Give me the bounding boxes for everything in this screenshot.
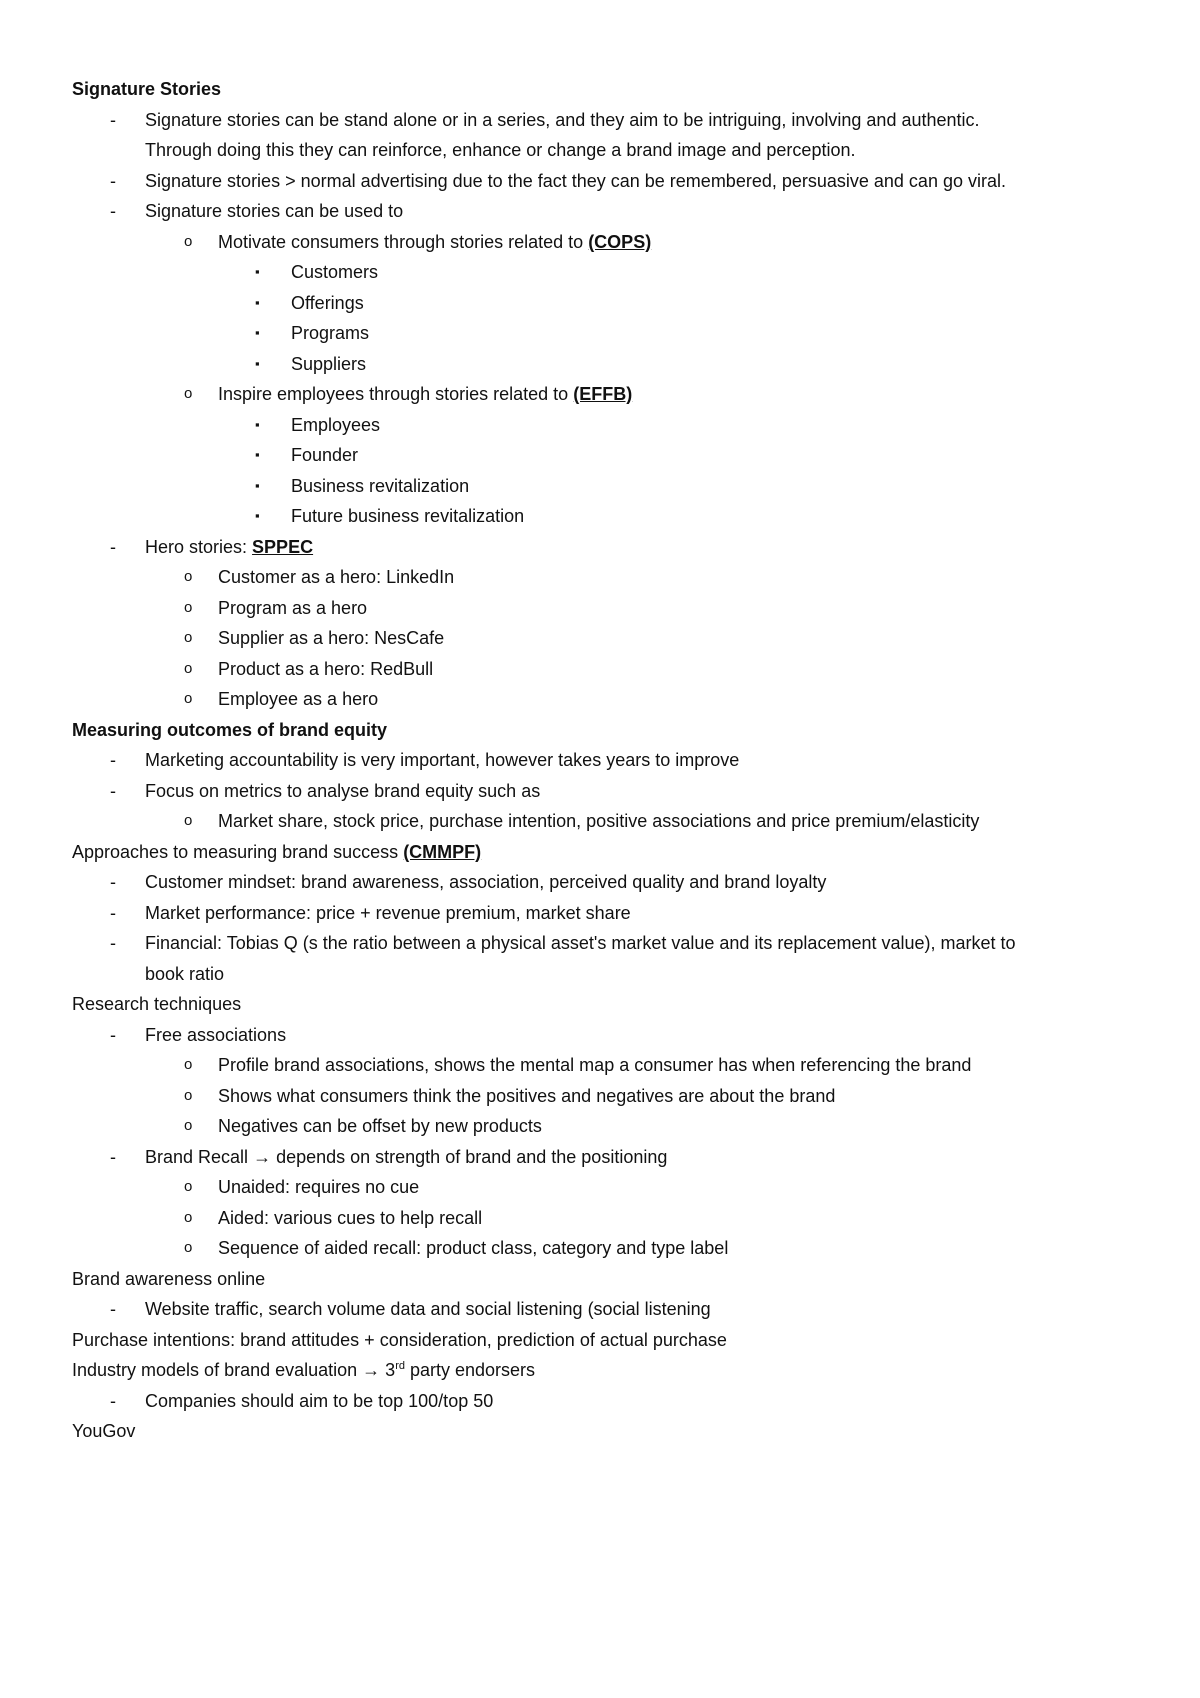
list-item-text: Employees — [291, 414, 381, 435]
dash-marker: - — [110, 109, 116, 130]
bullet-text — [145, 1142, 667, 1173]
list-item-text: Suppliers — [291, 353, 367, 374]
line-mid: 3 — [380, 1360, 396, 1380]
square-marker: ▪ — [255, 355, 260, 371]
sub-bullet-line — [0, 806, 1200, 837]
sub-bullet-line — [0, 562, 1200, 593]
sub-bullet-text: Program as a hero — [218, 597, 368, 618]
circle-marker: o — [184, 659, 193, 677]
bullet-text: Marketing accountability is very important, however takes years to improve — [145, 750, 740, 770]
sub-bullet-text: Unaided: requires no cue — [218, 1177, 420, 1197]
bullet-line — [0, 1142, 1200, 1173]
list-item — [0, 349, 1200, 380]
list-item — [0, 501, 1200, 532]
line-text — [72, 1355, 535, 1386]
circle-marker: o — [184, 385, 193, 402]
circle-marker: o — [184, 1208, 193, 1226]
list-item-text: Programs — [291, 323, 370, 343]
bullet-line — [0, 745, 1200, 776]
section-heading-research — [0, 989, 1200, 1020]
dash-marker: - — [110, 780, 116, 801]
circle-marker: o — [184, 812, 193, 829]
dash-marker: - — [110, 1024, 116, 1045]
section-heading-approaches — [0, 837, 1200, 868]
bullet-suffix: depends on strength of brand and the positioning — [271, 1146, 668, 1167]
line-text: Purchase intentions: brand attitudes + consideration, prediction of actual purchase — [72, 1329, 727, 1350]
list-item-text: Future business revitalization — [291, 506, 525, 526]
sub-bullet-text: Product as a hero: RedBull — [218, 658, 434, 679]
arrow-right-icon: → — [253, 1146, 272, 1167]
bullet-text: Signature stories can be used to — [145, 201, 404, 221]
sub-bullet-text: Customer as a hero: LinkedIn — [218, 567, 455, 587]
sub-bullet-text: Shows what consumers think the positives and negatives are about the brand — [218, 1085, 836, 1106]
acronym-effb: (EFFB) — [573, 384, 633, 404]
bullet-line — [0, 532, 1200, 563]
bullet-text: book ratio — [145, 963, 225, 984]
square-marker: ▪ — [255, 477, 260, 493]
yougov-line — [0, 1416, 1200, 1447]
acronym-cops: (COPS) — [588, 231, 652, 252]
bullet-text: Website traffic, search volume data and social listening (social listening — [145, 1299, 711, 1319]
list-item-text: Offerings — [291, 292, 364, 313]
dash-marker: - — [110, 1390, 116, 1411]
heading-prefix: Approaches to measuring brand success — [72, 841, 404, 862]
sub-bullet-line — [0, 1081, 1200, 1112]
bullet-text: Customer mindset: brand awareness, association, perceived quality and brand loyalty — [145, 872, 827, 892]
purchase-intentions-line — [0, 1325, 1200, 1356]
sub-bullet-text — [218, 379, 632, 410]
heading-text — [72, 837, 481, 868]
sub-bullet-line — [0, 1050, 1200, 1081]
sub-bullet-line — [0, 1233, 1200, 1264]
circle-marker: o — [184, 568, 193, 585]
bullet-text: Focus on metrics to analyse brand equity such as — [145, 780, 541, 801]
acronym-cmmpf: (CMMPF) — [403, 841, 482, 862]
heading-text: Measuring outcomes of brand equity — [72, 719, 388, 740]
list-item — [0, 440, 1200, 471]
bullet-text: Signature stories > normal advertising due to the fact they can be remembered, persuasive and can go viral. — [145, 170, 1006, 191]
square-marker: ▪ — [255, 325, 260, 340]
heading-text: Brand awareness online — [72, 1268, 266, 1289]
sub-bullet-text: Supplier as a hero: NesCafe — [218, 628, 445, 648]
arrow-right-icon: → — [362, 1360, 381, 1380]
circle-marker: o — [184, 1178, 193, 1195]
list-item-text: Founder — [291, 445, 359, 465]
ordinal-superscript: rd — [395, 1360, 405, 1372]
list-item — [0, 318, 1200, 349]
square-marker: ▪ — [255, 264, 260, 279]
bullet-line — [0, 928, 1200, 959]
square-marker: ▪ — [255, 508, 260, 523]
bullet-line — [0, 898, 1200, 929]
dash-marker: - — [110, 1146, 116, 1167]
sub-bullet-line — [0, 1172, 1200, 1203]
sub-bullet-text: Profile brand associations, shows the mental map a consumer has when referencing the brand — [218, 1055, 972, 1075]
circle-marker: o — [184, 1056, 193, 1073]
bullet-line — [0, 166, 1200, 197]
section-heading-measuring-outcomes — [0, 715, 1200, 746]
sub-bullet-prefix: Motivate consumers through stories related to — [218, 231, 589, 252]
dash-marker: - — [110, 1299, 116, 1319]
square-marker: ▪ — [255, 294, 260, 310]
list-item — [0, 257, 1200, 288]
sub-bullet-text: Market share, stock price, purchase intention, positive associations and price premium/elasticity — [218, 811, 980, 831]
sub-bullet-text: Sequence of aided recall: product class, category and type label — [218, 1238, 729, 1258]
sub-bullet-line — [0, 654, 1200, 685]
sub-bullet-line — [0, 623, 1200, 654]
dash-marker: - — [110, 170, 116, 191]
bullet-continuation — [0, 135, 1200, 166]
list-item — [0, 410, 1200, 441]
sub-bullet-text — [218, 227, 651, 258]
circle-marker: o — [184, 232, 193, 250]
circle-marker: o — [184, 1239, 193, 1256]
circle-marker: o — [184, 1086, 193, 1104]
bullet-line — [0, 776, 1200, 807]
sub-bullet-text: Employee as a hero — [218, 689, 379, 709]
industry-models-line — [0, 1355, 1200, 1386]
list-item-text: Customers — [291, 262, 379, 282]
sub-bullet-line — [0, 227, 1200, 258]
line-text: YouGov — [72, 1421, 136, 1441]
section-heading-awareness-online — [0, 1264, 1200, 1295]
heading-text: Research techniques — [72, 994, 242, 1014]
sub-bullet-text: Aided: various cues to help recall — [218, 1207, 483, 1228]
bullet-line — [0, 196, 1200, 227]
bullet-text: Market performance: price + revenue premium, market share — [145, 902, 631, 923]
list-item — [0, 288, 1200, 319]
acronym-sppec: SPPEC — [252, 536, 314, 557]
square-marker: ▪ — [255, 447, 260, 462]
sub-bullet-line — [0, 379, 1200, 410]
bullet-prefix: Brand Recall — [145, 1146, 254, 1167]
list-item — [0, 471, 1200, 502]
bullet-continuation — [0, 959, 1200, 990]
sub-bullet-line — [0, 1203, 1200, 1234]
list-item-text: Business revitalization — [291, 475, 470, 496]
sub-bullet-line — [0, 1111, 1200, 1142]
dash-marker: - — [110, 201, 116, 221]
line-prefix: Industry models of brand evaluation — [72, 1360, 363, 1380]
circle-marker: o — [184, 629, 193, 646]
circle-marker: o — [184, 598, 193, 616]
bullet-line — [0, 1294, 1200, 1325]
sub-bullet-line — [0, 684, 1200, 715]
bullet-text: Through doing this they can reinforce, enhance or change a brand image and perception. — [145, 140, 856, 160]
bullet-text — [145, 532, 313, 563]
line-suffix: party endorsers — [404, 1360, 536, 1380]
sub-bullet-prefix: Inspire employees through stories related to — [218, 384, 574, 404]
bullet-line — [0, 1020, 1200, 1051]
dash-marker: - — [110, 933, 116, 953]
bullet-text: Companies should aim to be top 100/top 50 — [145, 1390, 494, 1411]
bullet-text: Financial: Tobias Q (s the ratio between a physical asset's market value and its replacement value), market to — [145, 933, 1016, 953]
square-marker: ▪ — [255, 416, 260, 432]
bullet-text: Signature stories can be stand alone or in a series, and they aim to be intriguing, involving and authentic. — [145, 109, 980, 130]
bullet-line — [0, 867, 1200, 898]
circle-marker: o — [184, 690, 193, 707]
dash-marker: - — [110, 536, 116, 557]
sub-bullet-text: Negatives can be offset by new products — [218, 1116, 542, 1136]
section-heading-signature-stories — [0, 74, 1200, 105]
heading-text: Signature Stories — [72, 79, 222, 99]
dash-marker: - — [110, 872, 116, 892]
sub-bullet-line — [0, 593, 1200, 624]
bullet-line — [0, 105, 1200, 136]
bullet-line — [0, 1386, 1200, 1417]
circle-marker: o — [184, 1117, 193, 1134]
dash-marker: - — [110, 902, 116, 923]
dash-marker: - — [110, 750, 116, 770]
bullet-prefix: Hero stories: — [145, 536, 253, 557]
bullet-text: Free associations — [145, 1024, 287, 1045]
